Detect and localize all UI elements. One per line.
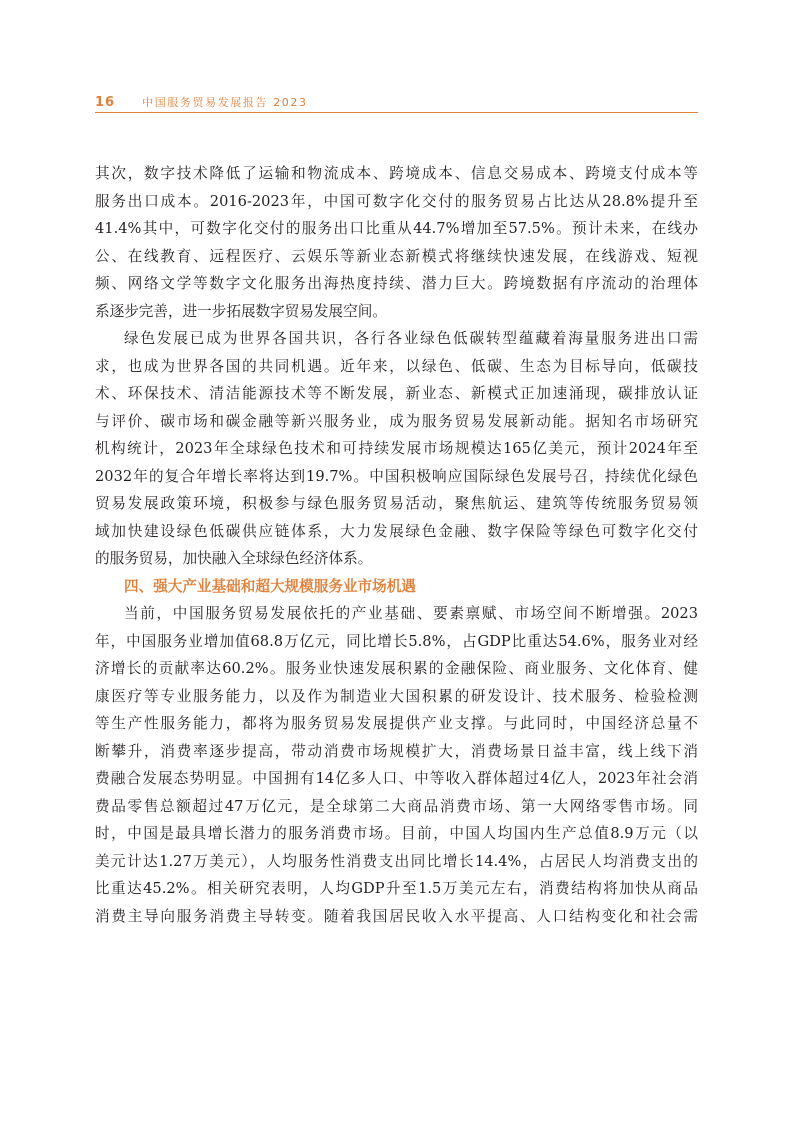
paragraph-market-opportunity bbox=[95, 600, 698, 930]
text-line: 时，中国是最具增长潜力的服务消费市场。目前，中国人均国内生产总值8.9万元（以 bbox=[95, 825, 698, 842]
paragraph-green-development bbox=[95, 325, 698, 573]
text-line: 服务出口成本。2016-2023年，中国可数字化交付的服务贸易占比达从28.8%提升至 bbox=[95, 192, 698, 210]
text-line: 系逐步完善，进一步拓展数字贸易发展空间。 bbox=[95, 302, 387, 320]
text-line: 2032年的复合年增长率将达到19.7%。中国积极响应国际绿色发展号召，持续优化绿色 bbox=[95, 467, 698, 485]
text-line: 费融合发展态势明显。中国拥有14亿多人口、中等收入群体超过4亿人，2023年社会消 bbox=[95, 770, 698, 787]
text-line: 频、网络文学等数字文化服务出海热度持续、潜力巨大。跨境数据有序流动的治理体 bbox=[95, 275, 698, 292]
text-line: 比重达45.2%。相关研究表明，人均GDP升至1.5万美元左右，消费结构将加快从商品 bbox=[95, 880, 698, 897]
text-line: 美元计达1.27万美元），人均服务性消费支出同比增长14.4%，占居民人均消费支出的 bbox=[95, 852, 698, 870]
text-line: 贸易发展政策环境，积极参与绿色服务贸易活动，聚焦航运、建筑等传统服务贸易领 bbox=[95, 495, 698, 512]
text-line: 绿色发展已成为世界各国共识，各行各业绿色低碳转型蕴藏着海量服务进出口需 bbox=[124, 330, 698, 347]
paragraph-digital-trade bbox=[95, 160, 698, 325]
text-line: 公、在线教育、远程医疗、云娱乐等新业态新模式将继续快速发展，在线游戏、短视 bbox=[95, 247, 698, 265]
page-number: 16 bbox=[95, 94, 116, 110]
text-line: 断攀升，消费率逐步提高，带动消费市场规模扩大，消费场景日益丰富，线上线下消 bbox=[95, 742, 698, 760]
text-line: 求，也成为世界各国的共同机遇。近年来，以绿色、低碳、生态为目标导向，低碳技 bbox=[95, 357, 698, 375]
text-line: 机构统计，2023年全球绿色技术和可持续发展市场规模达165亿美元，预计2024年至 bbox=[95, 440, 698, 457]
body-text bbox=[95, 160, 698, 930]
section-heading: 四、强大产业基础和超大规模服务业市场机遇 bbox=[124, 577, 416, 595]
text-line: 费品零售总额超过47万亿元，是全球第二大商品消费市场、第一大网络零售市场。同 bbox=[95, 797, 698, 815]
text-line: 与评价、碳市场和碳金融等新兴服务业，成为服务贸易发展新动能。据知名市场研究 bbox=[95, 412, 698, 430]
text-line: 年，中国服务业增加值68.8万亿元，同比增长5.8%，占GDP比重达54.6%，服务业对经 bbox=[95, 632, 698, 650]
text-line: 济增长的贡献率达60.2%。服务业快速发展积累的金融保险、商业服务、文化体育、健 bbox=[95, 660, 698, 677]
running-title: 中国服务贸易发展报告 2023 bbox=[142, 96, 308, 109]
text-line: 等生产性服务能力，都将为服务贸易发展提供产业支撑。与此同时，中国经济总量不 bbox=[95, 715, 698, 732]
text-line: 其次，数字技术降低了运输和物流成本、跨境成本、信息交易成本、跨境支付成本等 bbox=[95, 165, 698, 182]
text-line: 41.4%其中，可数字化交付的服务出口比重从44.7%增加至57.5%。预计未来，在线办 bbox=[95, 220, 698, 237]
text-line: 的服务贸易，加快融入全球绿色经济体系。 bbox=[95, 550, 373, 567]
text-line: 当前，中国服务贸易发展依托的产业基础、要素禀赋、市场空间不断增强。2023 bbox=[124, 605, 698, 622]
running-header bbox=[95, 92, 698, 112]
text-line: 康医疗等专业服务能力，以及作为制造业大国积累的研发设计、技术服务、检验检测 bbox=[95, 687, 698, 705]
text-line: 域加快建设绿色低碳供应链体系，大力发展绿色金融、数字保险等绿色可数字化交付 bbox=[95, 522, 698, 540]
text-line: 术、环保技术、清洁能源技术等不断发展，新业态、新模式正加速涌现，碳排放认证 bbox=[95, 385, 698, 402]
header-rule bbox=[95, 112, 698, 113]
text-line: 消费主导向服务消费主导转变。随着我国居民收入水平提高、人口结构变化和社会需 bbox=[95, 907, 698, 925]
